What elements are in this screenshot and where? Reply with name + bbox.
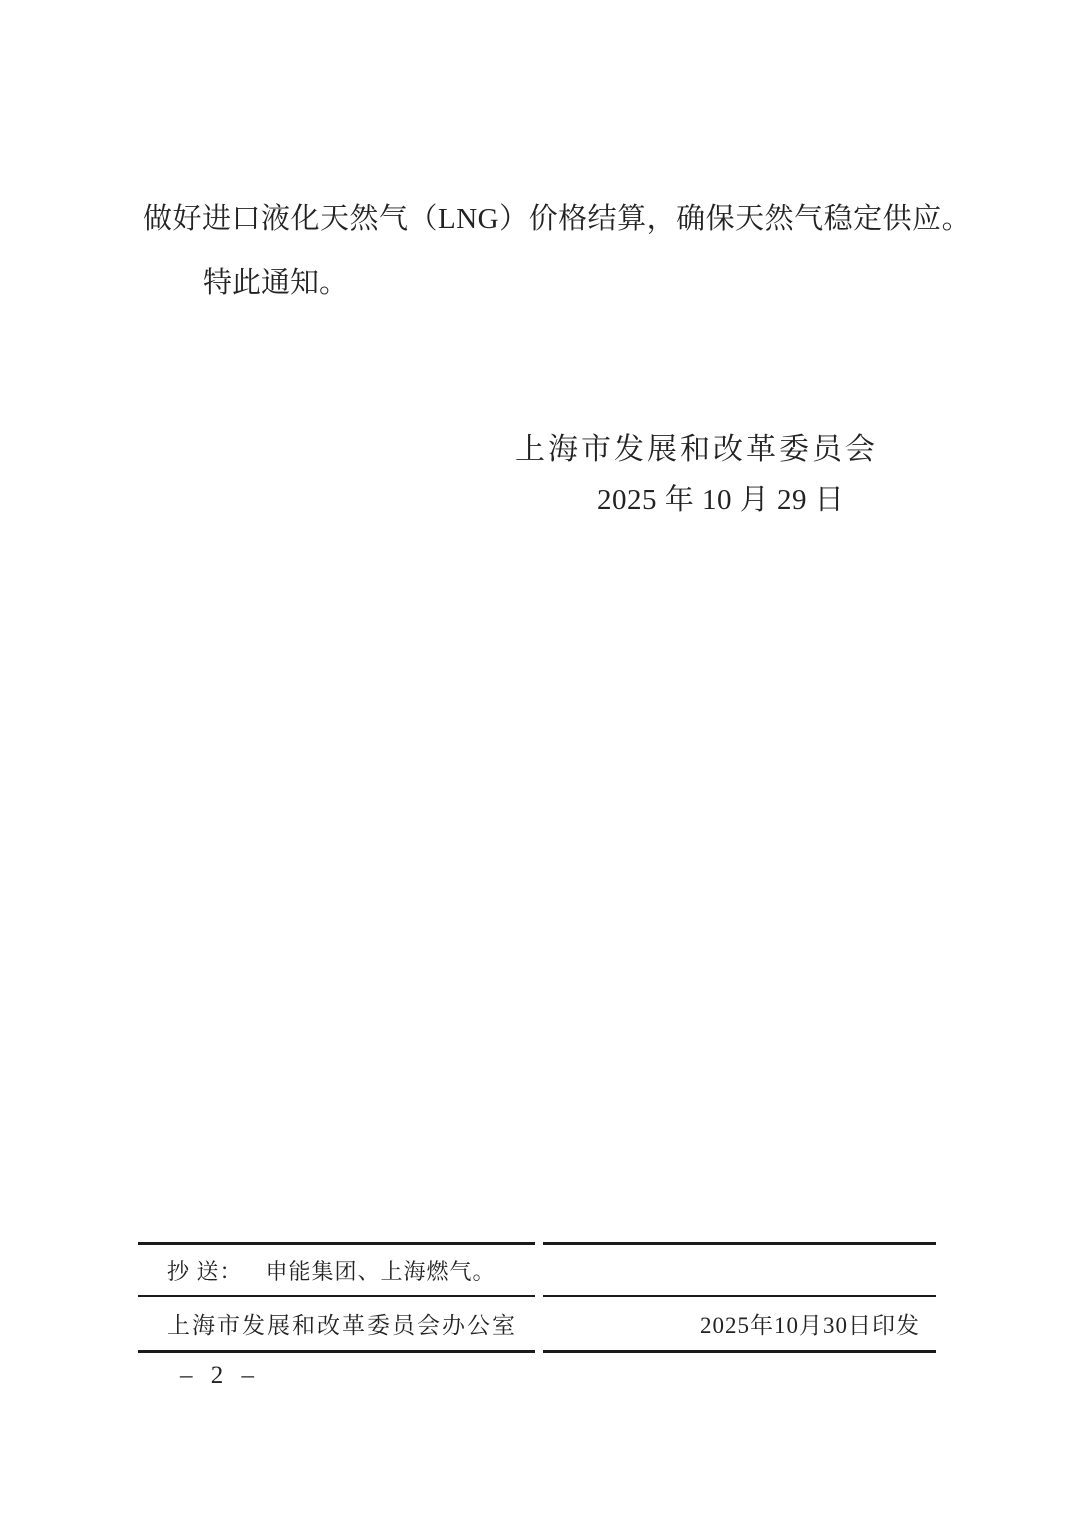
cc-label: 抄 送：: [167, 1258, 243, 1284]
page-number: – 2 –: [180, 1362, 260, 1389]
closing-line: 特此通知。: [203, 267, 349, 299]
issuing-office-row: [138, 1297, 535, 1350]
body-paragraph-line: 做好进口液化天然气（LNG）价格结算，确保天然气稳定供应。: [143, 203, 972, 235]
footer-left-column: [138, 1242, 535, 1353]
print-date: 2025年10月30日印发: [700, 1313, 920, 1338]
print-date-row: [543, 1297, 936, 1350]
footer-right-column: [543, 1242, 936, 1353]
cc-row: [138, 1245, 535, 1297]
signature-organization: 上海市发展和改革委员会: [515, 433, 878, 466]
signature-date: 2025 年 10 月 29 日: [597, 484, 845, 516]
footer-table: [138, 1242, 936, 1353]
cc-recipients: 申能集团、上海燃气。: [265, 1258, 496, 1284]
footer-empty-cell: [543, 1245, 936, 1297]
issuing-office: 上海市发展和改革委员会办公室: [167, 1313, 517, 1338]
